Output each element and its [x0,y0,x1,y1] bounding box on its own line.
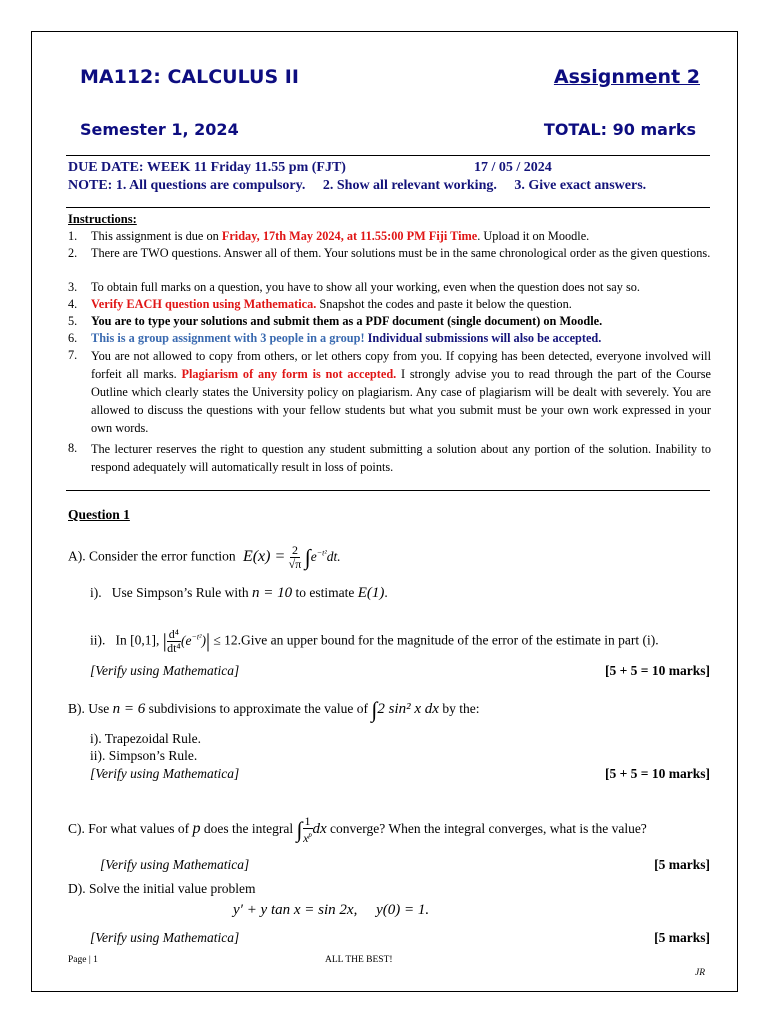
marks-1a: [5 + 5 = 10 marks] [604,663,710,678]
footer-message: ALL THE BEST! [325,955,393,965]
verify-note: [Verify using Mathematica] [90,930,240,945]
marks-1d: [5 marks] [654,930,710,945]
question-1a-ii: ii). In [0,1], | $\frac{\text{d⁴}}{\text{dt⁴}}$ $(e^{-t^2})|$ ≤ 12.Give an upper bound for the magnitude of the error of the estimate in part (i). [90,627,659,655]
verify-note: [Verify using Mathematica] [90,663,240,678]
instructions-heading: Instructions: [68,212,137,226]
verify-note: [Verify using Mathematica] [90,766,240,781]
due-date-numeric: 17 / 05 / 2024 [474,160,552,175]
divider [66,155,710,156]
question-1a-i: i). Use Simpson’s Rule with n = 10 to estimate E(1). [90,585,388,601]
question-1b-i: i). Trapezoidal Rule. [90,731,201,746]
divider [66,207,710,208]
question-1b: B). Use n = 6 subdivisions to approximate the value of ∫2 sin² x dx by the: [68,697,480,722]
marks-1b: [5 + 5 = 10 marks] [604,766,710,781]
assignment-title: Assignment 2 [553,66,700,88]
course-title: MA112: CALCULUS II [80,66,299,88]
question-1c: C). For what values of p does the integral ∫ $\frac{1}{x^p}$ dx converge? When the integral converges, what is the value? [68,814,647,845]
author-initials: JR [695,968,706,978]
divider [66,490,710,491]
question-1-title: Question 1 [68,507,130,522]
marks-1c: [5 marks] [654,857,710,872]
due-date: DUE DATE: WEEK 11 Friday 11.55 pm (FJT) [68,160,346,175]
ivp-equation: y′ + y tan x = sin 2x, y(0) = 1. [233,902,430,918]
question-1a: A). Consider the error function E(x) = $\frac{2}{√\pi}$ $\int e^{-t^2}dt$. [68,543,341,571]
note: NOTE: 1. All questions are compulsory. 2. Show all relevant working. 3. Give exact answers. [68,178,647,193]
semester: Semester 1, 2024 [80,120,239,139]
total-marks: TOTAL: 90 marks [543,120,696,139]
verify-note: [Verify using Mathematica] [100,857,250,872]
question-1d: D). Solve the initial value problem [68,881,256,896]
page-number: Page | 1 [68,955,98,965]
question-1b-ii: ii). Simpson’s Rule. [90,748,198,763]
